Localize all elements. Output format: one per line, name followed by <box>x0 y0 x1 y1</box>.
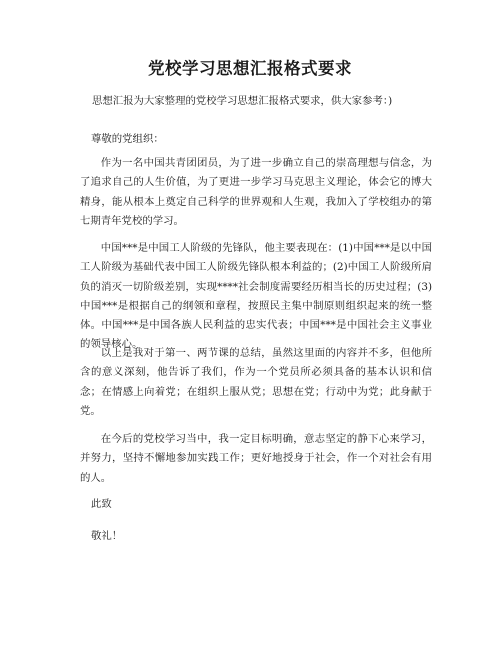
closing-salutation: 此致 <box>91 498 112 510</box>
body-paragraph: 以上是我对于第一、两节课的总结，虽然这里面的内容并不多，但他所含的意义深刻，他告诉了我们，作为一个党员所必须具备的基本认识和信念；在情感上向着党；在组织上服从党；思想在党；行动中为党；此身献于党。 <box>80 347 432 417</box>
body-paragraph: 作为一名中国共青团团员，为了进一步确立自己的崇高理想与信念，为了追求自己的人生价值，为了更进一步学习马克思主义理论，体会它的博大精身，能从根本上奠定自己科学的世界观和人生观，我加入了学校组办的第七期青年党校的学习。 <box>80 157 432 227</box>
greeting: 尊敬的党组织： <box>91 133 164 145</box>
body-paragraph: 中国***是中国工人阶级的先锋队，他主要表现在：(1)中国***是以中国工人阶级为基础代表中国工人阶级先锋队根本利益的；(2)中国工人阶级所肩负的消灭一切阶级差别，实现****社会制度需要经历相当长的历史过程；(3)中国***是根据自己的纲领和章程，按照民主集中制原则组织起来的统一整体。中国***是中国各族人民利益的忠实代表；中国***是中国社会主义事业的领导核心。 <box>80 242 432 351</box>
intro-paragraph: 思想汇报为大家整理的党校学习思想汇报格式要求，供大家参考：) <box>91 95 393 107</box>
document-title: 党校学习思想汇报格式要求 <box>148 59 352 78</box>
closing-regards: 敬礼！ <box>91 530 123 542</box>
body-paragraph: 在今后的党校学习当中，我一定目标明确，意志坚定的静下心来学习，并努力，坚持不懈地参加实践工作；更好地授身于社会，作一个对社会有用的人。 <box>80 433 432 484</box>
